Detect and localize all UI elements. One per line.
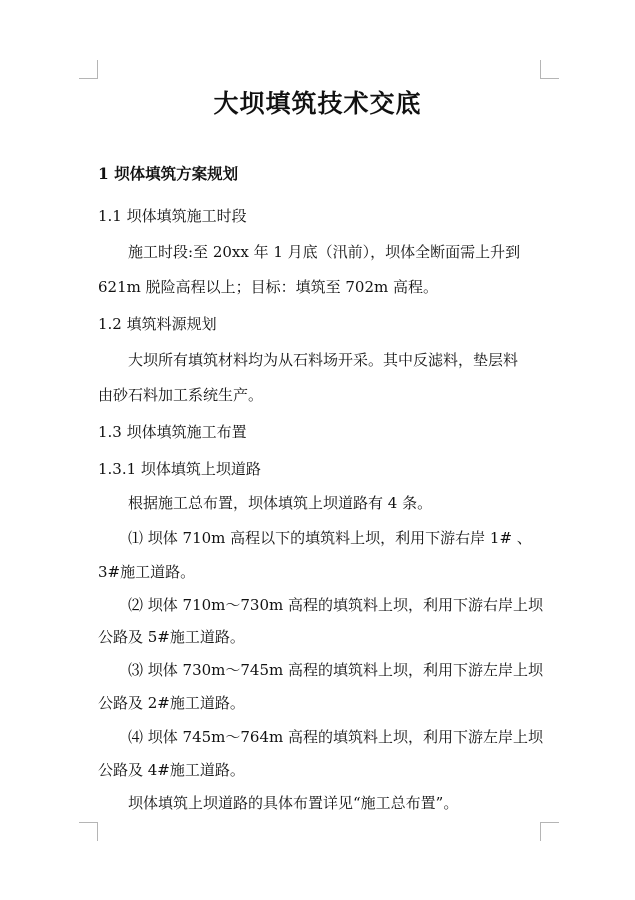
page-corner-top-left	[79, 60, 98, 79]
heading-1: 1 坝体填筑方案规划	[98, 164, 239, 183]
paragraph-line: 施工时段:至 20xx 年 1 月底（汛前），坝体全断面需上升到	[128, 243, 521, 261]
document-title: 大坝填筑技术交底	[213, 89, 422, 118]
list-item-line: 公路及 5#施工道路。	[98, 628, 245, 646]
list-item-line: 公路及 2#施工道路。	[98, 694, 245, 712]
heading-1-1: 1.1 坝体填筑施工时段	[98, 207, 247, 225]
page-corner-bottom-right	[540, 822, 559, 841]
list-item-line: ⑶ 坝体 730m～745m 高程的填筑料上坝，利用下游左岸上坝	[128, 661, 544, 679]
paragraph-line: 坝体填筑上坝道路的具体布置详见“施工总布置”。	[128, 794, 459, 812]
paragraph-line: 由砂石料加工系统生产。	[98, 386, 264, 404]
paragraph-line: 根据施工总布置，坝体填筑上坝道路有 4 条。	[128, 494, 433, 512]
paragraph-line: 大坝所有填筑材料均为从石料场开采。其中反滤料，垫层料	[128, 351, 519, 369]
heading-1-3-1: 1.3.1 坝体填筑上坝道路	[98, 460, 261, 478]
page-corner-bottom-left	[79, 822, 98, 841]
list-item-line: 公路及 4#施工道路。	[98, 761, 245, 779]
heading-1-3: 1.3 坝体填筑施工布置	[98, 423, 247, 441]
paragraph-line: 621m 脱险高程以上；目标：填筑至 702m 高程。	[98, 278, 439, 296]
list-item-line: ⑵ 坝体 710m～730m 高程的填筑料上坝，利用下游右岸上坝	[128, 596, 544, 614]
list-item-line: 3#施工道路。	[98, 563, 196, 581]
page-corner-top-right	[540, 60, 559, 79]
list-item-line: ⑷ 坝体 745m～764m 高程的填筑料上坝，利用下游左岸上坝	[128, 728, 544, 746]
heading-1-2: 1.2 填筑料源规划	[98, 315, 217, 333]
list-item-line: ⑴ 坝体 710m 高程以下的填筑料上坝，利用下游右岸 1# 、	[128, 529, 532, 547]
